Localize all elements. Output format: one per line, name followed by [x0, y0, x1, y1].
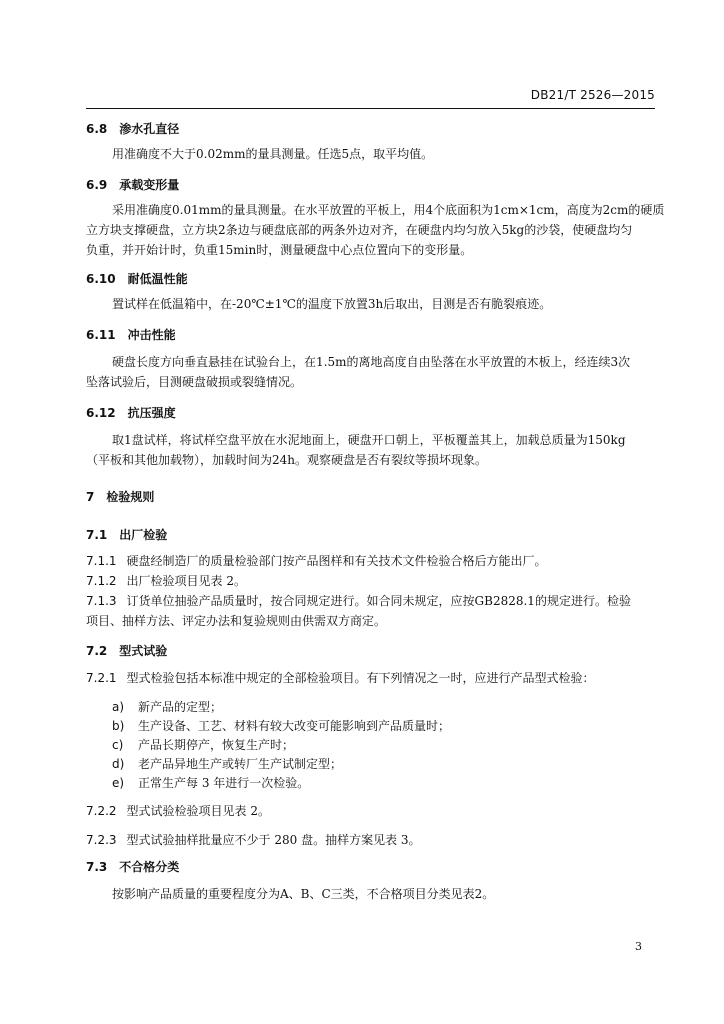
heading-title: 冲击性能	[127, 328, 176, 342]
clause-text: 型式检验包括本标准中规定的全部检验项目。有下列情况之一时，应进行产品型式检验：	[126, 671, 595, 685]
clause-number: 7.2.3	[86, 833, 117, 847]
heading-title: 型式试验	[119, 644, 168, 658]
heading-title: 出厂检验	[119, 528, 168, 542]
heading-number: 7.2	[86, 644, 108, 658]
heading-title: 耐低温性能	[127, 272, 188, 286]
heading-title: 承载变形量	[119, 178, 180, 192]
clause-7-2-2	[86, 801, 654, 821]
heading-number: 6.12	[86, 406, 116, 420]
heading-6-8	[86, 120, 179, 137]
clause-7-1-1	[86, 551, 654, 571]
clause-text: 订货单位抽验产品质量时，按合同规定进行。如合同未规定，应按GB2828.1的规定进行。检验	[126, 594, 631, 608]
heading-7-1	[86, 526, 167, 543]
paragraph-6-11-line: 坠落试验后，目测硬盘破损或裂缝情况。	[86, 375, 303, 389]
list-item	[112, 773, 309, 793]
heading-6-11	[86, 326, 176, 343]
heading-number: 7.3	[86, 860, 108, 874]
clause-7-1-2	[86, 571, 654, 591]
clause-7-1-3-continued: 项目、抽样方法、评定办法和复验规则由供需双方商定。	[86, 614, 387, 628]
clause-text: 出厂检验项目见表 2。	[126, 574, 246, 588]
list-marker: d)	[112, 757, 125, 771]
page-number: 3	[635, 940, 642, 953]
heading-6-12	[86, 404, 176, 421]
paragraph-6-8: 用准确度不大于0.02mm的量具测量。任选5点，取平均值。	[112, 147, 434, 161]
clause-number: 7.1.3	[86, 594, 117, 608]
heading-number: 7	[86, 490, 95, 504]
heading-title: 渗水孔直径	[119, 122, 180, 136]
header-rule	[86, 108, 655, 109]
paragraph-6-9-line: 负重，并开始计时，负重15min时，测量硬盘中心点位置向下的变形量。	[86, 243, 473, 257]
paragraph-7-3: 按影响产品质量的重要程度分为A、B、C三类，不合格项目分类见表2。	[112, 887, 495, 901]
paragraph-6-9-line: 采用准确度0.01mm的量具测量。在水平放置的平板上，用4个底面积为1cm×1cm，高度为2cm的硬质	[112, 203, 665, 217]
list-text: 生产设备、工艺、材料有较大改变可能影响到产品质量时；	[138, 719, 451, 733]
clause-7-2-3	[86, 830, 654, 850]
clause-text: 型式试验检验项目见表 2。	[126, 804, 270, 818]
heading-6-10	[86, 270, 188, 287]
clause-number: 7.2.1	[86, 671, 117, 685]
list-text: 老产品异地生产或转厂生产试制定型；	[138, 757, 343, 771]
list-marker: e)	[112, 776, 125, 790]
heading-number: 7.1	[86, 528, 108, 542]
clause-number: 7.2.2	[86, 804, 117, 818]
paragraph-6-11-line: 硬盘长度方向垂直悬挂在试验台上，在1.5m的离地高度自由坠落在水平放置的木板上，经连续3次	[112, 355, 631, 369]
heading-title: 不合格分类	[119, 860, 180, 874]
document-id: DB21/T 2526—2015	[530, 88, 655, 102]
clause-7-1-3	[86, 591, 654, 611]
heading-title: 检验规则	[106, 490, 155, 504]
paragraph-6-12-line: 取1盘试样，将试样空盘平放在水泥地面上，硬盘开口朝上，平板覆盖其上，加载总质量为150kg	[112, 433, 626, 447]
clause-number: 7.1.1	[86, 554, 117, 568]
heading-number: 6.10	[86, 272, 116, 286]
clause-text: 硬盘经制造厂的质量检验部门按产品图样和有关技术文件检验合格后方能出厂。	[126, 554, 547, 568]
paragraph-6-9-line: 立方块支撑硬盘，立方块2条边与硬盘底部的两条外边对齐，在硬盘内均匀放入5kg的沙袋，使硬盘均匀	[86, 223, 633, 237]
list-item	[112, 735, 294, 755]
list-marker: c)	[112, 738, 124, 752]
paragraph-6-10: 置试样在低温箱中，在-20℃±1℃的温度下放置3h后取出，目测是否有脆裂痕迹。	[112, 297, 552, 311]
heading-6-9	[86, 176, 179, 193]
clause-number: 7.1.2	[86, 574, 117, 588]
heading-number: 6.11	[86, 328, 116, 342]
heading-number: 6.8	[86, 122, 108, 136]
heading-number: 6.9	[86, 178, 108, 192]
list-marker: a)	[112, 700, 125, 714]
list-item	[112, 716, 450, 736]
list-text: 正常生产每 3 年进行一次检验。	[138, 776, 310, 790]
clause-text: 型式试验抽样批量应不少于 280 盘。抽样方案见表 3。	[126, 833, 421, 847]
list-item	[112, 754, 342, 774]
heading-title: 抗压强度	[127, 406, 176, 420]
list-item	[112, 697, 222, 717]
heading-7-2	[86, 642, 167, 659]
list-text: 产品长期停产，恢复生产时；	[138, 738, 295, 752]
list-marker: b)	[112, 719, 125, 733]
heading-7-3	[86, 858, 179, 875]
paragraph-6-12-line: （平板和其他加载物），加载时间为24h。观察硬盘是否有裂纹等损坏现象。	[86, 453, 488, 467]
list-text: 新产品的定型；	[138, 700, 223, 714]
heading-7	[86, 488, 154, 505]
clause-7-2-1	[86, 668, 654, 688]
